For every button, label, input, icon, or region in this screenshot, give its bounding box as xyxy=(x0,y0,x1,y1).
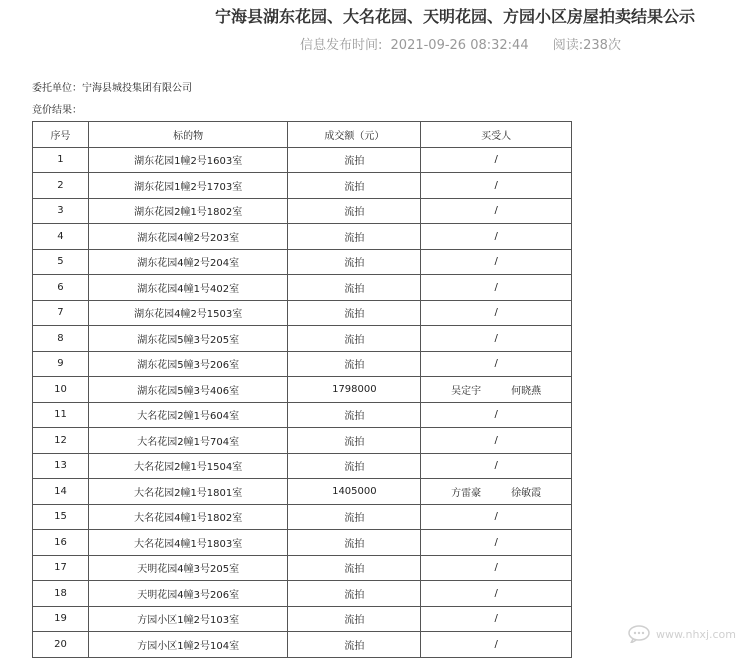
table-row xyxy=(33,173,572,199)
table-row xyxy=(33,453,572,479)
buyer-name: / xyxy=(494,332,498,344)
row-buyer xyxy=(421,351,572,377)
buyer-names xyxy=(494,511,497,522)
buyer-name: / xyxy=(494,562,498,574)
table-row xyxy=(33,581,572,607)
row-price: 1405000 xyxy=(288,479,421,505)
row-item: 湖东花园5幢3号205室 xyxy=(88,326,288,352)
row-no: 17 xyxy=(33,555,89,581)
row-price: 流拍 xyxy=(288,453,421,479)
row-buyer xyxy=(421,581,572,607)
buyer-names xyxy=(494,180,497,191)
table-row xyxy=(33,224,572,250)
row-no: 5 xyxy=(33,249,89,275)
row-price: 流拍 xyxy=(288,581,421,607)
header-buyer: 买受人 xyxy=(421,122,572,148)
row-price: 流拍 xyxy=(288,606,421,632)
row-no: 11 xyxy=(33,402,89,428)
row-no: 8 xyxy=(33,326,89,352)
chat-bubble-icon xyxy=(628,625,650,643)
table-row xyxy=(33,198,572,224)
header-no: 序号 xyxy=(33,122,89,148)
row-price: 流拍 xyxy=(288,224,421,250)
table-row xyxy=(33,147,572,173)
buyer-name: / xyxy=(494,460,498,472)
table-row xyxy=(33,326,572,352)
row-buyer xyxy=(421,632,572,658)
buyer-name: / xyxy=(494,256,498,268)
buyer-names xyxy=(494,460,497,471)
row-item: 天明花园4幢3号206室 xyxy=(88,581,288,607)
row-item: 大名花园4幢1号1802室 xyxy=(88,504,288,530)
row-price: 流拍 xyxy=(288,275,421,301)
row-no: 18 xyxy=(33,581,89,607)
row-no: 13 xyxy=(33,453,89,479)
row-no: 19 xyxy=(33,606,89,632)
buyer-name: / xyxy=(494,409,498,421)
result-label: 竞价结果： xyxy=(32,105,82,116)
row-item: 湖东花园4幢1号402室 xyxy=(88,275,288,301)
buyer-names xyxy=(494,435,497,446)
buyer-name: / xyxy=(494,536,498,548)
row-buyer xyxy=(421,530,572,556)
buyer-names xyxy=(494,282,497,293)
row-buyer xyxy=(421,377,572,403)
buyer-name: 何晓燕 xyxy=(511,385,542,397)
row-price: 流拍 xyxy=(288,555,421,581)
row-item: 湖东花园1幢2号1703室 xyxy=(88,173,288,199)
buyer-names xyxy=(494,256,497,267)
row-buyer xyxy=(421,428,572,454)
row-buyer xyxy=(421,326,572,352)
buyer-name: 徐敏霞 xyxy=(511,487,542,499)
buyer-names xyxy=(494,231,497,242)
buyer-names xyxy=(494,588,497,599)
row-no: 20 xyxy=(33,632,89,658)
table-row xyxy=(33,428,572,454)
buyer-name: 方雷豪 xyxy=(451,487,482,499)
row-buyer xyxy=(421,198,572,224)
row-price: 流拍 xyxy=(288,402,421,428)
row-price: 流拍 xyxy=(288,632,421,658)
buyer-name: / xyxy=(494,230,498,242)
buyer-names xyxy=(494,639,497,650)
row-no: 15 xyxy=(33,504,89,530)
buyer-names xyxy=(494,205,497,216)
row-buyer xyxy=(421,453,572,479)
buyer-name: / xyxy=(494,587,498,599)
buyer-names xyxy=(494,537,497,548)
publish-time: 2021-09-26 08:32:44 xyxy=(390,38,529,53)
row-item: 方园小区1幢2号103室 xyxy=(88,606,288,632)
buyer-name: / xyxy=(494,613,498,625)
row-item: 大名花园2幢1号1504室 xyxy=(88,453,288,479)
row-no: 14 xyxy=(33,479,89,505)
buyer-names xyxy=(494,307,497,318)
row-buyer xyxy=(421,173,572,199)
row-buyer xyxy=(421,479,572,505)
table-row xyxy=(33,402,572,428)
row-no: 4 xyxy=(33,224,89,250)
buyer-name: / xyxy=(494,179,498,191)
row-price: 流拍 xyxy=(288,326,421,352)
table-row xyxy=(33,606,572,632)
article-meta xyxy=(300,34,621,53)
read-count: 阅读:238次 xyxy=(552,38,621,53)
row-price: 流拍 xyxy=(288,530,421,556)
buyer-names xyxy=(451,484,541,499)
row-no: 10 xyxy=(33,377,89,403)
row-item: 大名花园4幢1号1803室 xyxy=(88,530,288,556)
table-row xyxy=(33,632,572,658)
table-row xyxy=(33,555,572,581)
row-no: 7 xyxy=(33,300,89,326)
buyer-name: / xyxy=(494,307,498,319)
row-buyer xyxy=(421,147,572,173)
row-buyer xyxy=(421,224,572,250)
buyer-name: / xyxy=(494,511,498,523)
buyer-names xyxy=(451,382,541,397)
site-watermark xyxy=(628,625,736,643)
client-line: 委托单位：宁海县城投集团有限公司 xyxy=(32,83,192,94)
buyer-name: / xyxy=(494,154,498,166)
page-title: 宁海县湖东花园、大名花园、天明花园、方园小区房屋拍卖结果公示 xyxy=(214,7,695,26)
row-item: 天明花园4幢3号205室 xyxy=(88,555,288,581)
header-item: 标的物 xyxy=(88,122,288,148)
buyer-names xyxy=(494,358,497,369)
buyer-name: / xyxy=(494,205,498,217)
row-buyer xyxy=(421,300,572,326)
row-buyer xyxy=(421,402,572,428)
header-price: 成交额（元） xyxy=(288,122,421,148)
table-row xyxy=(33,504,572,530)
row-buyer xyxy=(421,504,572,530)
row-price: 流拍 xyxy=(288,428,421,454)
row-price: 流拍 xyxy=(288,147,421,173)
publish-time-label: 信息发布时间: xyxy=(300,38,383,53)
row-buyer xyxy=(421,606,572,632)
table-row xyxy=(33,300,572,326)
row-item: 湖东花园4幢2号203室 xyxy=(88,224,288,250)
row-price: 流拍 xyxy=(288,300,421,326)
buyer-name: 吴定宇 xyxy=(451,385,482,397)
table-row xyxy=(33,377,572,403)
row-price: 流拍 xyxy=(288,198,421,224)
row-item: 湖东花园4幢2号1503室 xyxy=(88,300,288,326)
table-header-row xyxy=(33,122,572,148)
row-no: 12 xyxy=(33,428,89,454)
table-row xyxy=(33,249,572,275)
row-item: 方园小区1幢2号104室 xyxy=(88,632,288,658)
row-price: 流拍 xyxy=(288,504,421,530)
buyer-name: / xyxy=(494,434,498,446)
buyer-names xyxy=(494,154,497,165)
row-no: 9 xyxy=(33,351,89,377)
table-row xyxy=(33,479,572,505)
row-item: 大名花园2幢1号604室 xyxy=(88,402,288,428)
row-price: 1798000 xyxy=(288,377,421,403)
buyer-name: / xyxy=(494,358,498,370)
row-price: 流拍 xyxy=(288,351,421,377)
buyer-names xyxy=(494,333,497,344)
row-item: 湖东花园5幢3号406室 xyxy=(88,377,288,403)
row-item: 湖东花园1幢2号1603室 xyxy=(88,147,288,173)
row-item: 大名花园2幢1号1801室 xyxy=(88,479,288,505)
row-item: 湖东花园4幢2号204室 xyxy=(88,249,288,275)
results-table xyxy=(32,121,572,658)
watermark-text: www.nhxj.com xyxy=(656,627,736,641)
row-buyer xyxy=(421,249,572,275)
row-buyer xyxy=(421,275,572,301)
row-no: 6 xyxy=(33,275,89,301)
table-row xyxy=(33,530,572,556)
table-row xyxy=(33,351,572,377)
row-item: 湖东花园5幢3号206室 xyxy=(88,351,288,377)
row-item: 大名花园2幢1号704室 xyxy=(88,428,288,454)
row-no: 2 xyxy=(33,173,89,199)
row-no: 3 xyxy=(33,198,89,224)
row-price: 流拍 xyxy=(288,173,421,199)
row-no: 1 xyxy=(33,147,89,173)
buyer-names xyxy=(494,562,497,573)
row-no: 16 xyxy=(33,530,89,556)
buyer-names xyxy=(494,613,497,624)
row-item: 湖东花园2幢1号1802室 xyxy=(88,198,288,224)
row-buyer xyxy=(421,555,572,581)
buyer-name: / xyxy=(494,638,498,650)
buyer-names xyxy=(494,409,497,420)
table-row xyxy=(33,275,572,301)
buyer-name: / xyxy=(494,281,498,293)
row-price: 流拍 xyxy=(288,249,421,275)
